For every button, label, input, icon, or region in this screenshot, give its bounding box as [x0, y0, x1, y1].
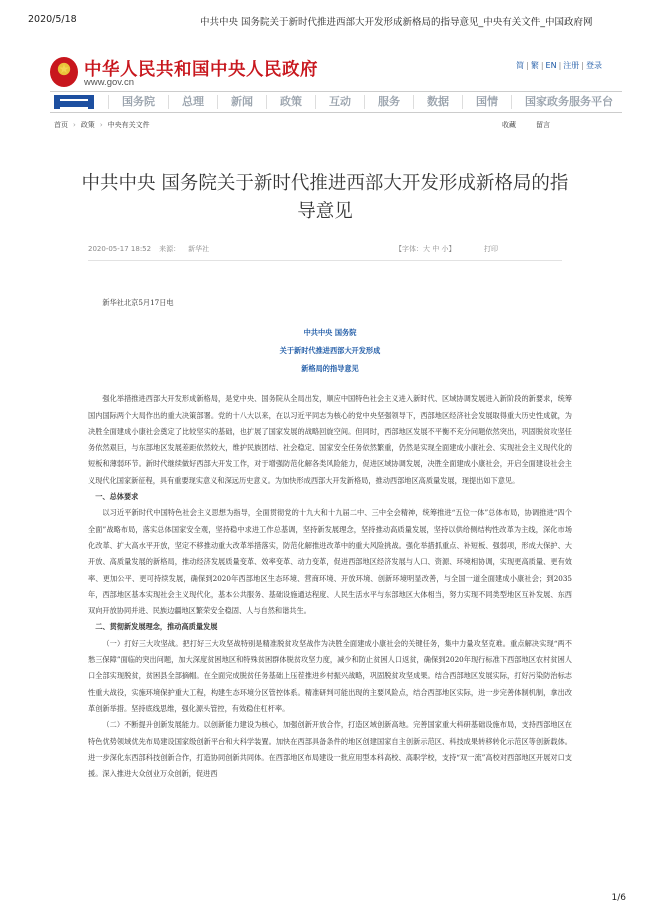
- print-button[interactable]: 打印: [484, 245, 498, 253]
- document-heading: [88, 324, 572, 378]
- link-simplified[interactable]: 简: [516, 61, 525, 70]
- print-date: 2020/5/18: [28, 14, 77, 25]
- nav-item-policy[interactable]: 政策: [266, 95, 315, 109]
- site-logo[interactable]: [50, 56, 350, 90]
- section-heading: 二、贯彻新发展理念，推动高质量发展: [95, 622, 218, 632]
- paragraph: 强化举措推进西部大开发形成新格局，是党中央、国务院从全局出发，顺应中国特色社会主义进入新时代、区域协调发展进入新阶段的新要求，统筹国内国际两个大局作出的重大决策部署。党的十八大以来，在以习近平同志为核心的党中央坚强领导下，西部地区经济社会发展取得重大历史性成就，为决胜全面建成小康社会奠定了比较坚实的基础，也扩展了国家发展的战略回旋空间。但同时，西部地区发展不平衡不充分问题依然突出，巩固脱贫攻坚任务依然艰巨，与东部地区发展差距依然较大，维护民族团结、社会稳定、国家安全任务依然繁重，仍然是实现全面建成小康社会、实现社会主义现代化的短板和薄弱环节。新时代继续做好西部大开发工作，对于增强防范化解各类风险能力，促进区域协调发展，决胜全面建成小康社会，开启全面建设社会主义现代化国家新征程，具有重要现实意义和深远历史意义。为加快形成西部大开发新格局，推动西部地区高质量发展，现提出如下意见。: [88, 394, 572, 485]
- nav-item-news[interactable]: 新闻: [217, 95, 266, 109]
- breadcrumb-central-docs[interactable]: 中央有关文件: [107, 121, 150, 129]
- nav-item-interaction[interactable]: 互动: [315, 95, 364, 109]
- nav-item-gov-services[interactable]: 国家政务服务平台: [511, 95, 622, 109]
- paragraph: 以习近平新时代中国特色社会主义思想为指导，全面贯彻党的十九大和十九届二中、三中全会精神，统筹推进“五位一体”总体布局，协调推进“四个全面”战略布局，落实总体国家安全观，坚持稳中求进工作总基调，坚持新发展理念，坚持推动高质量发展，坚持以供给侧结构性改革为主线，深化市场化改革、扩大高水平开放，坚定不移推动重大改革举措落实，防范化解推进改革中的重大风险挑战。强化举措抓重点、补短板、强弱项，形成大保护、大开放、高质量发展的新格局，推动经济发展质量变革、效率变革、动力变革，促进西部地区经济发展与人口、资源、环境相协调，实现更高质量、更有效率、更加公平、更可持续发展，确保到2020年西部地区生态环境、营商环境、开放环境、创新环境明显改善，与全国一道全面建成小康社会；到2035年，西部地区基本实现社会主义现代化，基本公共服务、基础设施通达程度、人民生活水平与东部地区大体相当，努力实现不同类型地区互补发展、东西双向开放协同并进、民族边疆地区繁荣安全稳固、人与自然和谐共生。: [88, 508, 572, 616]
- link-login[interactable]: 登录: [586, 61, 602, 70]
- favorite-button[interactable]: 收藏: [502, 121, 516, 129]
- document-heading-line: 中共中央 国务院: [303, 328, 357, 338]
- nav-item-national-info[interactable]: 国情: [462, 95, 511, 109]
- breadcrumb-bar: [50, 118, 622, 132]
- nav-item-services[interactable]: 服务: [364, 95, 413, 109]
- paragraph: （二）不断提升创新发展能力。以创新能力建设为核心，加强创新开放合作，打造区域创新高地。完善国家重大科研基础设施布局，支持西部地区在特色优势领域优先布局建设国家级创新平台和大科学装置。加快在西部具备条件的地区创建国家自主创新示范区、科技成果转移转化示范区等创新载体。进一步深化东西部科技创新合作，打造协同创新共同体。在西部地区布局建设一批应用型本科高校、高职学校，支持“双一流”高校对西部地区开展对口支援。深入推进大众创业万众创新，促进西: [88, 720, 572, 779]
- site-name: 中华人民共和国中央人民政府: [84, 60, 318, 80]
- main-nav: [50, 91, 622, 113]
- message-button[interactable]: 留言: [536, 121, 550, 129]
- document-heading-line: 关于新时代推进西部大开发形成: [279, 346, 381, 356]
- home-icon[interactable]: [54, 95, 94, 109]
- breadcrumb-policy[interactable]: 政策: [80, 121, 95, 129]
- article-dateline: 新华社北京5月17日电: [102, 298, 174, 307]
- print-header: [28, 14, 622, 28]
- font-size-medium[interactable]: 中: [432, 245, 440, 253]
- print-page-title: 中共中央 国务院关于新时代推进西部大开发形成新格局的指导意见_中央有关文件_中国政府网: [200, 17, 593, 28]
- link-register[interactable]: 注册: [563, 61, 580, 70]
- nav-item-data[interactable]: 数据: [413, 95, 462, 109]
- article-source: 新华社: [188, 245, 210, 253]
- article-title: 中共中央 国务院关于新时代推进西部大开发形成新格局的指导意见: [81, 173, 569, 222]
- section-heading: 一、总体要求: [95, 492, 139, 502]
- font-size-control: [395, 244, 455, 254]
- font-size-small[interactable]: 小: [441, 245, 449, 253]
- divider: [88, 260, 562, 261]
- article-datetime: 2020-05-17 18:52: [88, 245, 152, 253]
- font-size-large[interactable]: 大: [423, 245, 430, 253]
- national-emblem-icon: [50, 57, 78, 87]
- font-size-label-close: 】: [448, 245, 456, 253]
- nav-item-premier[interactable]: 总理: [168, 95, 217, 109]
- source-label: 来源：: [159, 245, 181, 253]
- breadcrumb: 首页 › 政策 › 中央有关文件: [54, 121, 150, 129]
- document-heading-line: 新格局的指导意见: [301, 364, 359, 374]
- breadcrumb-home[interactable]: 首页: [54, 121, 68, 129]
- page-number: 1/6: [611, 893, 626, 903]
- site-url: www.gov.cn: [84, 77, 134, 88]
- paragraph: （一）打好三大攻坚战。把打好三大攻坚战特别是精准脱贫攻坚战作为决胜全面建成小康社会的关键任务，集中力量攻坚克难。重点解决实现“两不愁三保障”面临的突出问题，加大深度贫困地区和特殊贫困群体脱贫攻坚力度，减少和防止贫困人口返贫，确保到2020年现行标准下西部地区农村贫困人口全部实现脱贫，贫困县全部摘帽。在全面完成脱贫任务基础上压茬推进乡村振兴战略，巩固脱贫攻坚成果。结合西部地区发展实际，打好污染防治标志性重大战役，实施环境保护重大工程，构建生态环境分区管控体系。精准研判可能出现的主要风险点，结合西部地区实际，进一步完善体制机制，拿出改革创新举措。坚持底线思维，强化源头管控，有效稳住杠杆率。: [88, 638, 572, 713]
- article-body: [88, 295, 572, 782]
- link-traditional[interactable]: 繁: [530, 61, 539, 70]
- nav-item-state-council[interactable]: 国务院: [108, 95, 168, 109]
- page-actions: [482, 120, 550, 130]
- top-links: 简 | 繁 | EN | 注册 | 登录: [516, 61, 602, 70]
- font-size-label: 【字体：: [395, 245, 423, 253]
- article-meta: [88, 244, 209, 254]
- link-english[interactable]: EN: [545, 61, 557, 70]
